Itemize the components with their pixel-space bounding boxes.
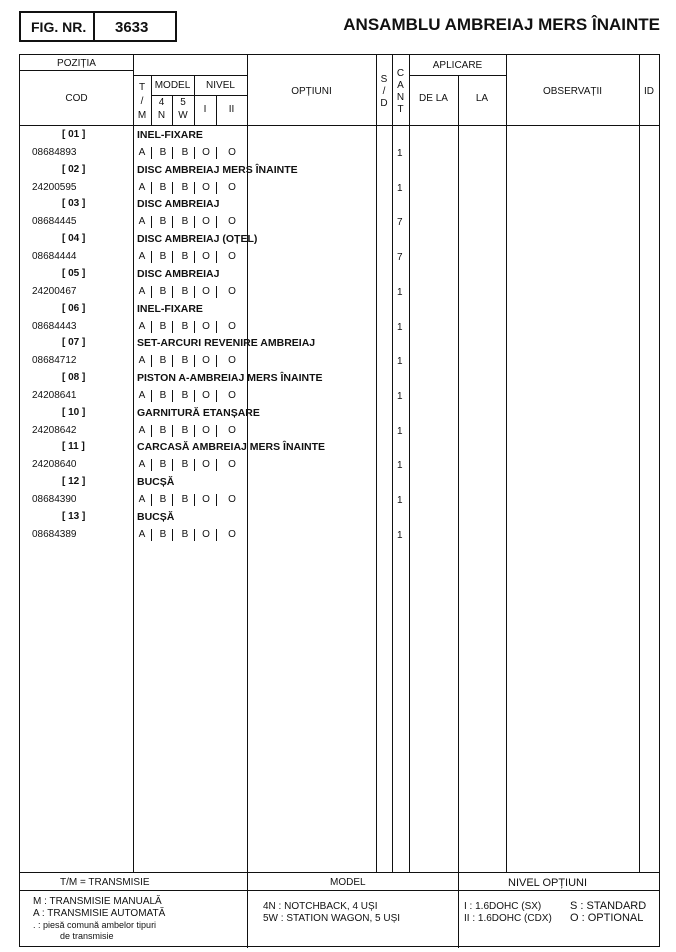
row-cell-divider [216, 355, 217, 367]
row-cell-divider [151, 182, 152, 194]
row-part-code: 08684443 [32, 321, 77, 332]
row-cell-divider [151, 216, 152, 228]
row-model-4n: B [159, 494, 167, 505]
row-model-5w: B [181, 459, 189, 470]
row-model-5w: B [181, 251, 189, 262]
row-cell-divider [216, 216, 217, 228]
row-nivel-i: O [202, 182, 210, 193]
row-model-5w: B [181, 494, 189, 505]
row-cell-divider [194, 355, 195, 367]
header-de-la: DE LA [419, 93, 448, 104]
row-nivel-i: O [202, 425, 210, 436]
figure-number: 3633 [115, 19, 149, 36]
row-cell-divider [151, 355, 152, 367]
row-cell-divider [194, 494, 195, 506]
row-cell-divider [216, 251, 217, 263]
row-tm: A [138, 321, 146, 332]
row-part-name: DISC AMBREIAJ MERS ÎNAINTE [137, 164, 298, 176]
row-nivel-ii: O [228, 182, 236, 193]
row-tm: A [138, 147, 146, 158]
row-nivel-i: O [202, 147, 210, 158]
row-divider-model [133, 75, 247, 76]
header-tm-m: M [137, 110, 147, 121]
row-cell-divider [151, 529, 152, 541]
header-cant-c: C [396, 68, 405, 79]
header-cant-t: T [397, 104, 404, 115]
row-nivel-ii: O [228, 147, 236, 158]
row-part-name: DISC AMBREIAJ [137, 198, 220, 210]
header-tm-t: T [138, 82, 146, 93]
row-part-code: 24208642 [32, 425, 77, 436]
row-cell-divider [194, 459, 195, 471]
row-cell-divider [151, 251, 152, 263]
row-part-code: 24208641 [32, 390, 77, 401]
row-nivel-ii: O [228, 390, 236, 401]
row-part-name: DISC AMBREIAJ [137, 268, 220, 280]
row-cell-divider [194, 147, 195, 159]
col-divider-id [639, 55, 640, 872]
row-cell-divider [151, 147, 152, 159]
row-tm: A [138, 459, 146, 470]
footer-nivel-s: S : STANDARD [570, 900, 647, 912]
row-cell-divider [172, 286, 173, 298]
col-divider-cod [133, 55, 134, 872]
row-part-code: 24200467 [32, 286, 77, 297]
header-aplicare: APLICARE [432, 60, 483, 71]
figure-label: FIG. NR. [31, 19, 87, 35]
row-model-5w: B [181, 321, 189, 332]
row-cell-divider [172, 425, 173, 437]
row-part-name: BUCȘĂ [137, 476, 175, 488]
footer-nivel-title: NIVEL OPȚIUNI [508, 877, 588, 889]
header-bottom-rule [20, 125, 659, 126]
row-cell-divider [151, 494, 152, 506]
row-nivel-ii: O [228, 216, 236, 227]
row-cell-divider [151, 321, 152, 333]
header-cant-a: A [397, 80, 404, 91]
row-quantity: 1 [397, 287, 403, 298]
row-cell-divider [194, 216, 195, 228]
footer-model-4n: 4N : NOTCHBACK, 4 UȘI [263, 901, 378, 912]
footer-divider-1 [247, 872, 248, 948]
row-cell-divider [194, 251, 195, 263]
row-part-name: INEL-FIXARE [137, 303, 203, 315]
col-divider-sd [376, 55, 377, 872]
row-cell-divider [172, 321, 173, 333]
row-tm: A [138, 390, 146, 401]
row-cell-divider [194, 425, 195, 437]
row-model-5w: B [181, 529, 189, 540]
row-nivel-ii: O [228, 355, 236, 366]
row-nivel-ii: O [228, 529, 236, 540]
row-nivel-ii: O [228, 321, 236, 332]
row-quantity: 1 [397, 530, 403, 541]
row-tm: A [138, 494, 146, 505]
row-divider-model-sub [151, 95, 247, 96]
header-model-w: W [178, 110, 188, 121]
row-nivel-i: O [202, 321, 210, 332]
row-tm: A [138, 425, 146, 436]
row-position: [ 05 ] [62, 268, 86, 279]
row-cell-divider [194, 321, 195, 333]
row-tm: A [138, 182, 146, 193]
row-quantity: 1 [397, 495, 403, 506]
header-model: MODEL [154, 80, 191, 91]
row-cell-divider [172, 216, 173, 228]
row-nivel-i: O [202, 459, 210, 470]
row-tm: A [138, 216, 146, 227]
row-position: [ 08 ] [62, 372, 86, 383]
header-sd-s: S [380, 74, 388, 85]
col-divider-aplicare [409, 55, 410, 872]
row-part-code: 24208640 [32, 459, 77, 470]
row-model-4n: B [159, 459, 167, 470]
row-divider-pozitia [20, 70, 133, 71]
col-divider-dela [458, 75, 459, 872]
row-model-5w: B [181, 355, 189, 366]
row-cell-divider [216, 286, 217, 298]
row-part-name: BUCȘĂ [137, 511, 175, 523]
row-position: [ 01 ] [62, 129, 86, 140]
footer-divider-2 [458, 872, 459, 948]
row-model-4n: B [159, 425, 167, 436]
row-position: [ 11 ] [62, 441, 85, 452]
row-tm: A [138, 286, 146, 297]
row-tm: A [138, 529, 146, 540]
header-observatii: OBSERVAȚII [542, 86, 603, 97]
row-cell-divider [151, 459, 152, 471]
row-cell-divider [216, 425, 217, 437]
row-cell-divider [216, 529, 217, 541]
row-cell-divider [216, 494, 217, 506]
row-quantity: 1 [397, 426, 403, 437]
footer-model-5w: 5W : STATION WAGON, 5 UȘI [263, 913, 401, 924]
row-part-name: INEL-FIXARE [137, 129, 203, 141]
footer-nivel-i: I : 1.6DOHC (SX) [464, 901, 542, 912]
row-model-4n: B [159, 321, 167, 332]
row-part-code: 08684712 [32, 355, 77, 366]
row-part-code: 08684390 [32, 494, 77, 505]
row-position: [ 04 ] [62, 233, 86, 244]
row-model-5w: B [181, 147, 189, 158]
row-model-4n: B [159, 251, 167, 262]
row-cell-divider [216, 459, 217, 471]
row-cell-divider [172, 529, 173, 541]
row-part-code: 08684893 [32, 147, 77, 158]
row-nivel-i: O [202, 216, 210, 227]
row-model-5w: B [181, 286, 189, 297]
row-quantity: 1 [397, 391, 403, 402]
row-position: [ 07 ] [62, 337, 86, 348]
row-tm: A [138, 251, 146, 262]
row-cell-divider [151, 390, 152, 402]
header-tm-slash: / [140, 96, 144, 107]
row-cell-divider [172, 494, 173, 506]
header-sd-d: D [380, 98, 388, 109]
row-quantity: 1 [397, 356, 403, 367]
footer-tm-common: . : piesă comună ambelor tipuri [33, 920, 157, 930]
row-cell-divider [194, 390, 195, 402]
row-model-4n: B [159, 390, 167, 401]
row-cell-divider [194, 286, 195, 298]
row-nivel-i: O [202, 355, 210, 366]
row-nivel-i: O [202, 286, 210, 297]
col-divider-optiuni [247, 55, 248, 872]
row-part-code: 08684444 [32, 251, 77, 262]
row-part-name: SET-ARCURI REVENIRE AMBREIAJ [137, 337, 316, 349]
col-divider-observatii [506, 55, 507, 872]
row-model-4n: B [159, 286, 167, 297]
row-cell-divider [194, 182, 195, 194]
row-model-5w: B [181, 425, 189, 436]
row-quantity: 1 [397, 322, 403, 333]
footer-title-rule [20, 890, 659, 891]
row-position: [ 03 ] [62, 198, 86, 209]
row-part-code: 08684445 [32, 216, 77, 227]
footer-tm-common-2: de transmisie [60, 931, 114, 941]
row-cell-divider [194, 529, 195, 541]
header-model-n: N [157, 110, 166, 121]
row-position: [ 02 ] [62, 164, 86, 175]
figure-number-box [19, 11, 177, 42]
footer-tm-manual: M : TRANSMISIE MANUALĂ [33, 896, 162, 907]
row-model-4n: B [159, 147, 167, 158]
row-model-5w: B [181, 182, 189, 193]
header-id: ID [644, 86, 654, 97]
row-cell-divider [172, 147, 173, 159]
row-nivel-i: O [202, 251, 210, 262]
header-optiuni: OPȚIUNI [291, 86, 332, 97]
row-quantity: 1 [397, 148, 403, 159]
row-part-code: 24200595 [32, 182, 77, 193]
row-cell-divider [172, 251, 173, 263]
row-position: [ 12 ] [62, 476, 86, 487]
row-quantity: 7 [397, 252, 403, 263]
row-nivel-ii: O [228, 251, 236, 262]
row-nivel-i: O [202, 494, 210, 505]
page-title: ANSAMBLU AMBREIAJ MERS ÎNAINTE [343, 15, 660, 34]
row-cell-divider [172, 459, 173, 471]
header-cod: COD [65, 93, 88, 104]
col-divider-cant [392, 55, 393, 872]
row-position: [ 06 ] [62, 303, 86, 314]
row-cell-divider [172, 355, 173, 367]
header-sd-slash: / [382, 86, 386, 97]
row-part-name: PISTON A-AMBREIAJ MERS ÎNAINTE [137, 372, 323, 384]
row-cell-divider [216, 390, 217, 402]
row-part-code: 08684389 [32, 529, 77, 540]
figure-box-divider [93, 13, 95, 40]
row-cell-divider [151, 425, 152, 437]
row-cell-divider [172, 182, 173, 194]
header-nivel: NIVEL [206, 80, 235, 91]
footer-top-rule [20, 872, 659, 873]
footer-nivel-o: O : OPTIONAL [570, 912, 644, 924]
row-cell-divider [216, 147, 217, 159]
row-quantity: 1 [397, 460, 403, 471]
footer-tm-title: T/M = TRANSMISIE [60, 877, 150, 888]
row-model-4n: B [159, 216, 167, 227]
header-la: LA [475, 93, 489, 104]
row-model-4n: B [159, 529, 167, 540]
row-nivel-i: O [202, 390, 210, 401]
row-model-4n: B [159, 182, 167, 193]
row-position: [ 13 ] [62, 511, 86, 522]
header-nivel-i: I [203, 104, 207, 115]
row-cell-divider [151, 286, 152, 298]
row-nivel-ii: O [228, 459, 236, 470]
footer-tm-auto: A : TRANSMISIE AUTOMATĂ [33, 908, 166, 919]
row-cell-divider [216, 182, 217, 194]
row-part-name: CARCASĂ AMBREIAJ MERS ÎNAINTE [137, 441, 326, 453]
row-quantity: 7 [397, 217, 403, 228]
header-pozitia: POZIȚIA [57, 58, 96, 69]
row-nivel-ii: O [228, 425, 236, 436]
row-nivel-ii: O [228, 286, 236, 297]
header-cant-n: N [396, 92, 405, 103]
row-nivel-ii: O [228, 494, 236, 505]
header-model-4: 4 [158, 97, 165, 108]
row-position: [ 10 ] [62, 407, 86, 418]
row-nivel-i: O [202, 529, 210, 540]
footer-model-title: MODEL [330, 877, 366, 888]
row-cell-divider [216, 321, 217, 333]
row-quantity: 1 [397, 183, 403, 194]
row-model-5w: B [181, 390, 189, 401]
row-cell-divider [172, 390, 173, 402]
row-model-4n: B [159, 355, 167, 366]
row-part-name: DISC AMBREIAJ (OȚEL) [137, 233, 258, 245]
row-divider-aplicare [409, 75, 506, 76]
row-part-name: GARNITURĂ ETANȘARE [137, 407, 260, 419]
parts-table [19, 54, 660, 947]
row-model-5w: B [181, 216, 189, 227]
header-model-5: 5 [180, 97, 186, 108]
header-nivel-ii: II [228, 104, 235, 115]
row-tm: A [138, 355, 146, 366]
footer-nivel-ii: II : 1.6DOHC (CDX) [464, 913, 552, 924]
